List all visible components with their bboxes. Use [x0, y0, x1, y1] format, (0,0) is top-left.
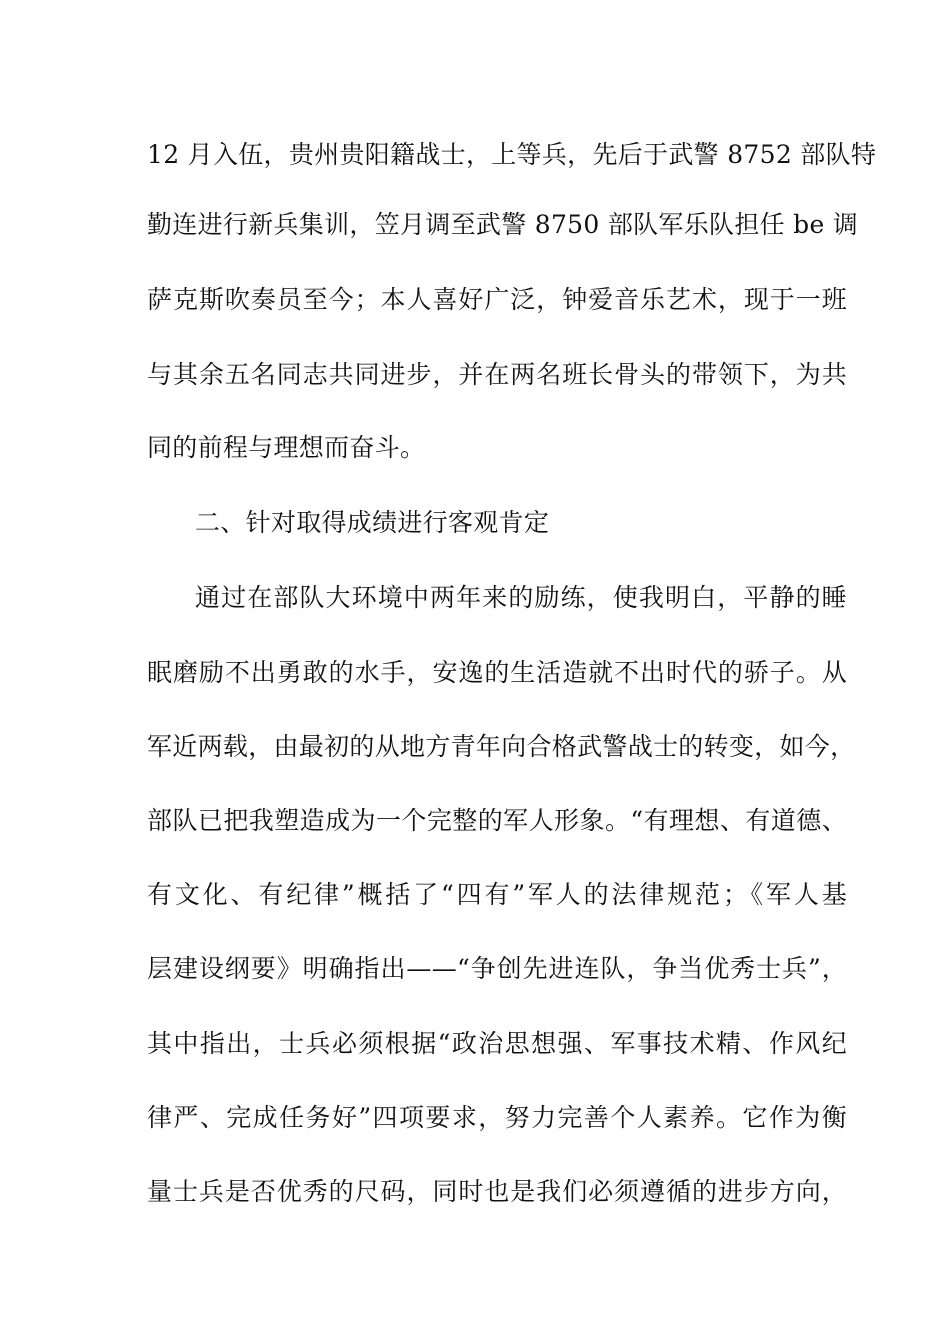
paragraph-line: 与其余五名同志共同进步，并在两名班长骨头的带领下，为共: [147, 360, 847, 389]
paragraph-line: 勤连进行新兵集训，笠月调至武警 8750 部队军乐队担任 be 调: [147, 210, 859, 239]
section-heading: 二、针对取得成绩进行客观肯定: [195, 508, 550, 537]
paragraph-line: 萨克斯吹奏员至今；本人喜好广泛，钟爱音乐艺术，现于一班: [147, 285, 847, 314]
paragraph-line: 通过在部队大环境中两年来的励练，使我明白，平静的睡: [195, 583, 847, 612]
paragraph-line: 12 月入伍，贵州贵阳籍战士，上等兵，先后于武警 8752 部队特: [147, 140, 877, 169]
paragraph-line: 有文化、有纪律”概括了“四有”军人的法律规范；《军人基: [147, 880, 847, 909]
paragraph-line: 律严、完成任务好”四项要求，努力完善个人素养。它作为衡: [147, 1103, 847, 1132]
paragraph-line: 部队已把我塑造成为一个完整的军人形象。“有理想、有道德、: [147, 806, 847, 835]
paragraph-line: 军近两载，由最初的从地方青年向合格武警战士的转变，如今，: [147, 732, 856, 761]
paragraph-line: 其中指出，士兵必须根据“政治思想强、军事技术精、作风纪: [147, 1029, 847, 1058]
paragraph-line: 同的前程与理想而奋斗。: [147, 433, 426, 462]
paragraph-line: 眠磨励不出勇敢的水手，安逸的生活造就不出时代的骄子。从: [147, 658, 847, 687]
paragraph-line: 层建设纲要》明确指出——“争创先进连队，争当优秀士兵”，: [147, 954, 847, 983]
paragraph-line: 量士兵是否优秀的尺码，同时也是我们必须遵循的进步方向，: [147, 1177, 847, 1206]
